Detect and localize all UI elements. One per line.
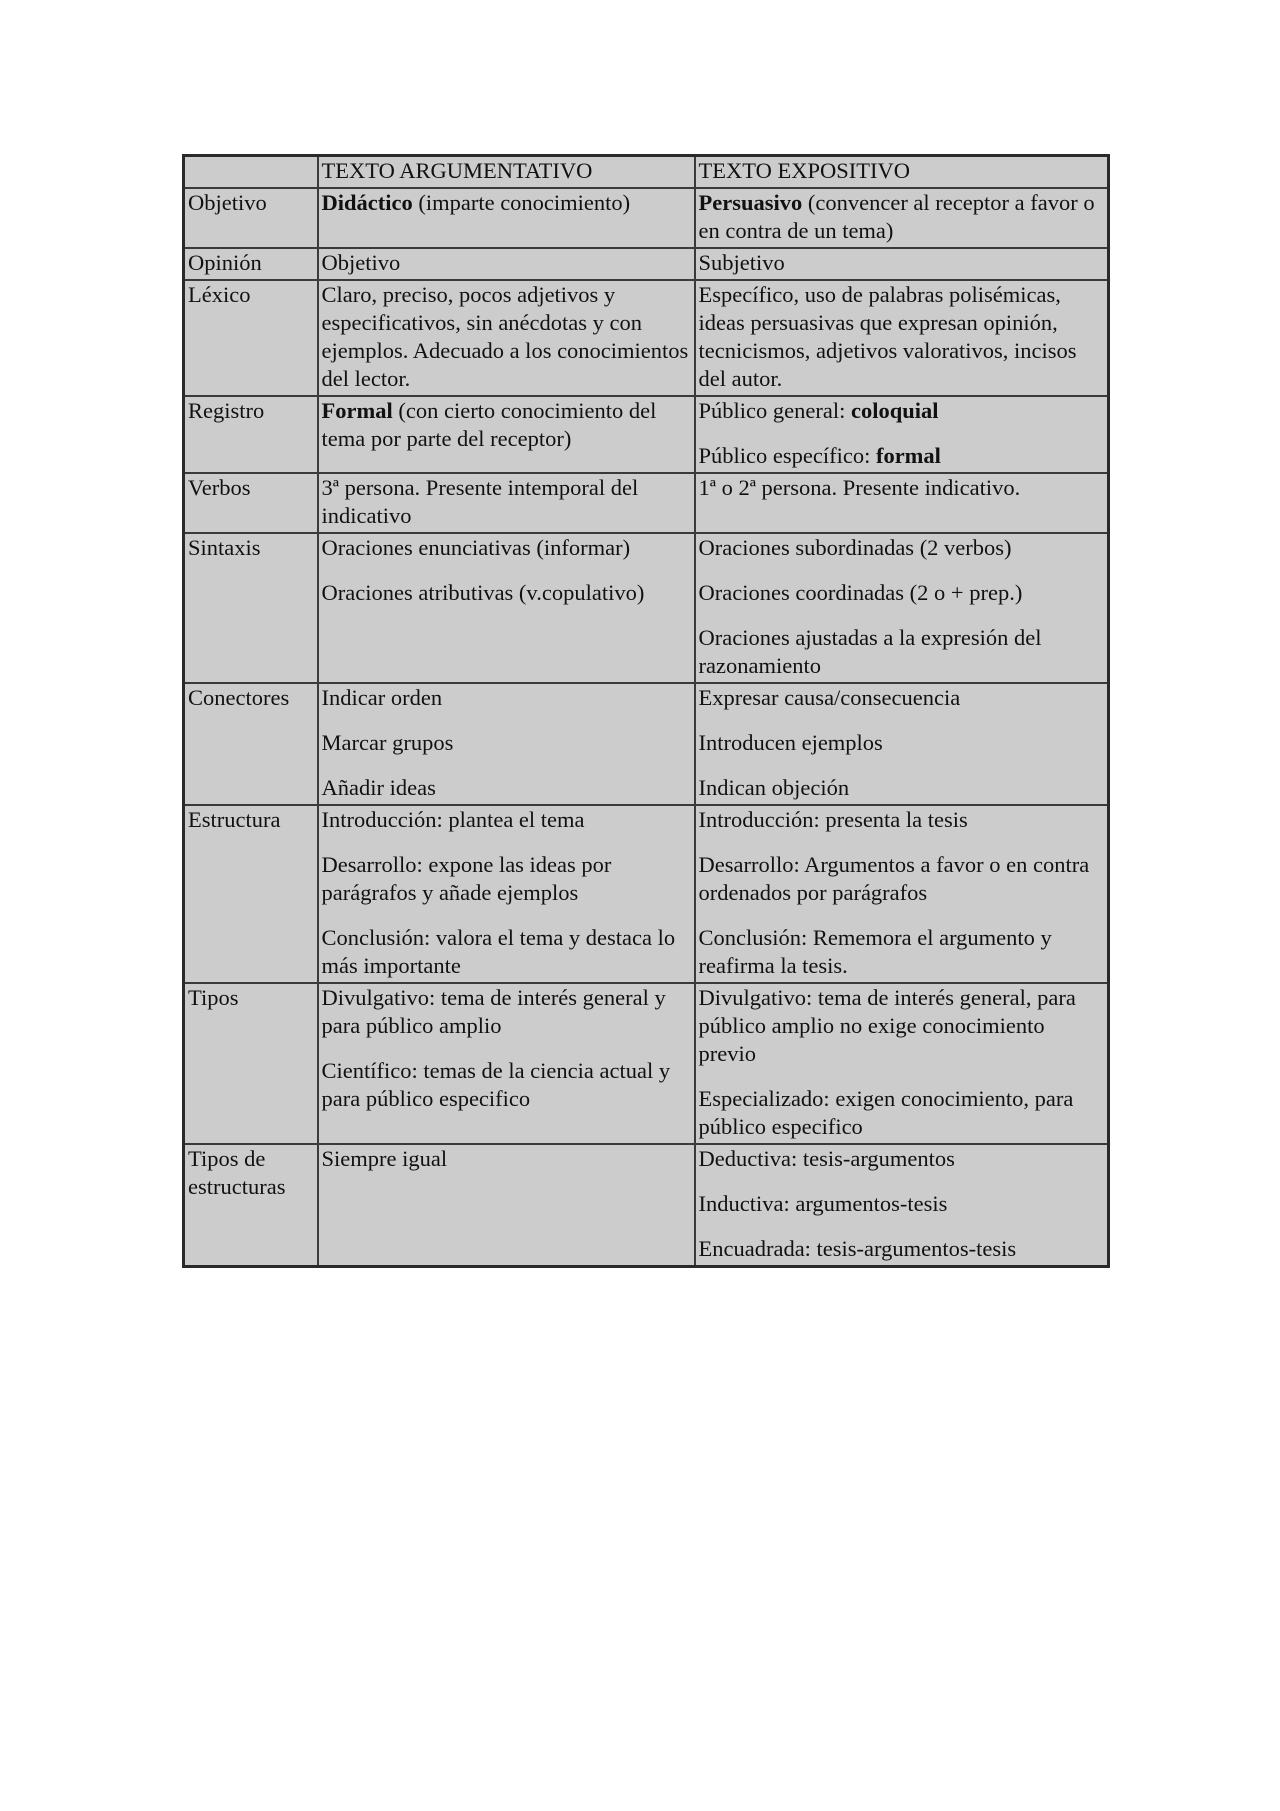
cell-expositivo: 1ª o 2ª persona. Presente indicativo.	[695, 473, 1109, 533]
cell-argumentativo	[318, 533, 695, 683]
cell-paragraph: Introducción: presenta la tesis	[698, 807, 968, 832]
cell-paragraph: Oraciones atributivas (v.copulativo)	[321, 580, 645, 605]
cell-paragraph: Conclusión: valora el tema y destaca lo más importante	[321, 925, 676, 978]
cell-argumentativo: Objetivo	[318, 248, 695, 280]
cell-argumentativo	[318, 805, 695, 983]
cell-expositivo	[695, 396, 1109, 473]
row-label: Tipos	[184, 983, 318, 1144]
row-label: Estructura	[184, 805, 318, 983]
row-label: Opinión	[184, 248, 318, 280]
row-label: Objetivo	[184, 188, 318, 248]
cell-argumentativo: 3ª persona. Presente intemporal del indicativo	[318, 473, 695, 533]
row-label: Tipos de estructuras	[184, 1144, 318, 1267]
cell-bold-term: Formal	[321, 398, 393, 423]
cell-argumentativo	[318, 188, 695, 248]
row-tipos-de-estructuras	[184, 1144, 1109, 1267]
cell-expositivo	[695, 983, 1109, 1144]
row-label: Verbos	[184, 473, 318, 533]
cell-expositivo	[695, 188, 1109, 248]
cell-paragraph: Introducción: plantea el tema	[321, 807, 585, 832]
cell-text: Público específico:	[698, 443, 876, 468]
cell-paragraph: Científico: temas de la ciencia actual y para público especifico	[321, 1058, 671, 1111]
cell-text: (imparte conocimiento)	[412, 190, 631, 215]
cell-paragraph: Oraciones coordinadas (2 o + prep.)	[698, 580, 1023, 605]
cell-text: (convencer al receptor a favor o en contra de un tema)	[698, 190, 1095, 243]
cell-paragraph: Divulgativo: tema de interés general y para público amplio	[321, 985, 666, 1038]
cell-argumentativo	[318, 683, 695, 805]
cell-expositivo: Específico, uso de palabras polisémicas, ideas persuasivas que expresan opinión, tecnicismos, adjetivos valorativos, incisos del autor.	[695, 280, 1109, 396]
cell-paragraph	[699, 397, 1105, 425]
row-registro	[184, 396, 1109, 473]
row-estructura	[184, 805, 1109, 983]
row-lexico	[184, 280, 1109, 396]
cell-paragraph: Oraciones ajustadas a la expresión del razonamiento	[698, 625, 1042, 678]
cell-expositivo	[695, 1144, 1109, 1267]
cell-paragraph: Indicar orden	[321, 685, 443, 710]
header-expositivo: TEXTO EXPOSITIVO	[695, 156, 1109, 189]
cell-paragraph: Oraciones enunciativas (informar)	[321, 535, 631, 560]
cell-bold-term: Persuasivo	[698, 190, 803, 215]
cell-expositivo	[695, 805, 1109, 983]
cell-paragraph: Indican objeción	[698, 775, 850, 800]
cell-text: (con cierto conocimiento del tema por parte del receptor)	[321, 398, 657, 451]
cell-paragraph: Divulgativo: tema de interés general, para público amplio no exige conocimiento previo	[698, 985, 1076, 1066]
cell-argumentativo	[318, 983, 695, 1144]
cell-bold-term: coloquial	[850, 398, 939, 423]
cell-expositivo	[695, 683, 1109, 805]
cell-argumentativo: Siempre igual	[318, 1144, 695, 1267]
header-row	[184, 156, 1109, 189]
row-conectores	[184, 683, 1109, 805]
cell-paragraph: Expresar causa/consecuencia	[698, 685, 961, 710]
cell-paragraph: Marcar grupos	[321, 730, 454, 755]
row-label: Léxico	[184, 280, 318, 396]
row-verbos	[184, 473, 1109, 533]
row-label: Registro	[184, 396, 318, 473]
cell-text: Público general:	[698, 398, 851, 423]
header-argumentativo: TEXTO ARGUMENTATIVO	[318, 156, 695, 189]
row-sintaxis	[184, 533, 1109, 683]
cell-paragraph: Encuadrada: tesis-argumentos-tesis	[698, 1236, 1017, 1261]
cell-expositivo	[695, 533, 1109, 683]
cell-paragraph: Desarrollo: expone las ideas por parágrafos y añade ejemplos	[321, 852, 612, 905]
cell-expositivo: Subjetivo	[695, 248, 1109, 280]
header-corner-cell	[184, 156, 318, 189]
row-label: Sintaxis	[184, 533, 318, 683]
row-label: Conectores	[184, 683, 318, 805]
cell-paragraph: Inductiva: argumentos-tesis	[698, 1191, 948, 1216]
cell-paragraph: Añadir ideas	[321, 775, 436, 800]
cell-paragraph: Deductiva: tesis-argumentos	[698, 1146, 955, 1171]
cell-paragraph: Conclusión: Rememora el argumento y reafirma la tesis.	[698, 925, 1052, 978]
cell-argumentativo	[318, 396, 695, 473]
comparison-table	[182, 154, 1110, 1268]
row-opinion	[184, 248, 1109, 280]
cell-argumentativo: Claro, preciso, pocos adjetivos y especificativos, sin anécdotas y con ejemplos. Adecuado a los conocimientos del lector.	[318, 280, 695, 396]
cell-paragraph	[699, 442, 1105, 470]
cell-paragraph: Desarrollo: Argumentos a favor o en contra ordenados por parágrafos	[698, 852, 1090, 905]
cell-bold-term: Didáctico	[321, 190, 413, 215]
cell-paragraph: Oraciones subordinadas (2 verbos)	[698, 535, 1012, 560]
cell-paragraph: Introducen ejemplos	[698, 730, 883, 755]
cell-bold-term: formal	[875, 443, 941, 468]
row-objetivo	[184, 188, 1109, 248]
cell-paragraph: Especializado: exigen conocimiento, para público especifico	[698, 1086, 1074, 1139]
row-tipos	[184, 983, 1109, 1144]
